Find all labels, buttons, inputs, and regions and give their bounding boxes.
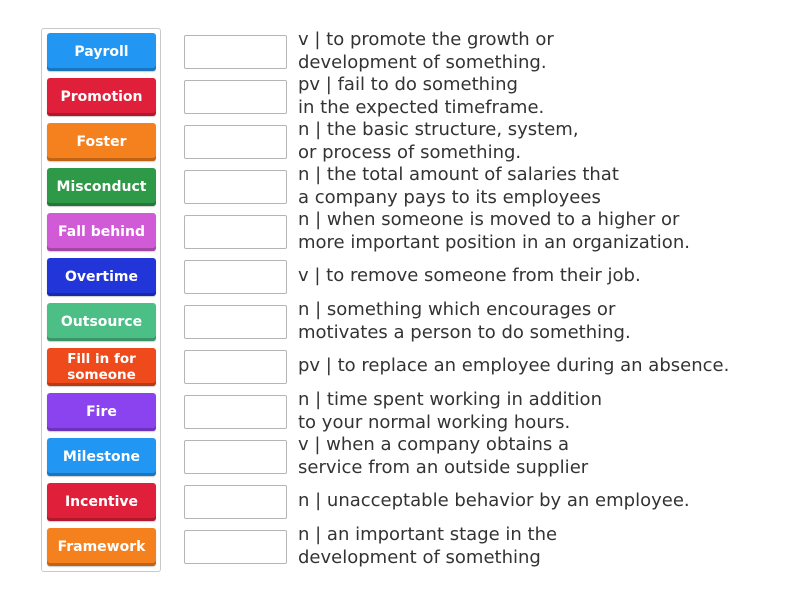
answer-tile[interactable] bbox=[47, 213, 156, 251]
definition-text bbox=[298, 74, 788, 119]
definition-text bbox=[298, 209, 788, 254]
definition-line-1: v | to remove someone from their job. bbox=[298, 265, 641, 287]
definition-line-1: n | something which encourages or bbox=[298, 299, 616, 320]
answer-tile[interactable] bbox=[47, 168, 156, 206]
definition-line-1: v | when a company obtains a bbox=[298, 434, 569, 455]
answer-tile[interactable] bbox=[47, 33, 156, 71]
drop-slot[interactable] bbox=[184, 440, 287, 474]
drop-slot[interactable] bbox=[184, 80, 287, 114]
answer-tile[interactable] bbox=[47, 258, 156, 296]
definition-line-2: in the expected timeframe. bbox=[298, 96, 545, 118]
answer-tile[interactable] bbox=[47, 393, 156, 431]
answer-tile[interactable] bbox=[47, 123, 156, 161]
answer-tile-label: Fire bbox=[86, 404, 117, 420]
definition-text bbox=[298, 119, 788, 164]
drop-slot[interactable] bbox=[184, 530, 287, 564]
definition-text bbox=[298, 344, 788, 389]
answer-tile[interactable] bbox=[47, 348, 156, 386]
drop-slot[interactable] bbox=[184, 485, 287, 519]
answer-tile-label: Incentive bbox=[64, 494, 139, 510]
definition-line-2: a company pays to its employees bbox=[298, 186, 601, 208]
answer-tile[interactable] bbox=[47, 303, 156, 341]
definition-text bbox=[298, 29, 788, 74]
definition-line-1: n | the total amount of salaries that bbox=[298, 164, 619, 185]
definition-line-1: pv | to replace an employee during an absence. bbox=[298, 355, 730, 377]
answer-tile[interactable] bbox=[47, 438, 156, 476]
definition-text bbox=[298, 524, 788, 569]
drop-slot[interactable] bbox=[184, 350, 287, 384]
answer-tile-label: Payroll bbox=[74, 44, 129, 60]
definition-line-2: development of something. bbox=[298, 51, 547, 73]
answer-tile-label: Fill in for someone bbox=[67, 351, 136, 383]
drop-slot[interactable] bbox=[184, 125, 287, 159]
definition-line-1: n | an important stage in the bbox=[298, 524, 558, 545]
definition-line-2: more important position in an organization. bbox=[298, 231, 690, 253]
definition-text bbox=[298, 389, 788, 434]
drop-slot[interactable] bbox=[184, 215, 287, 249]
drop-slot[interactable] bbox=[184, 260, 287, 294]
drop-slot[interactable] bbox=[184, 305, 287, 339]
drop-slot[interactable] bbox=[184, 170, 287, 204]
definition-line-1: n | time spent working in addition bbox=[298, 389, 602, 410]
definition-text bbox=[298, 164, 788, 209]
answer-tile-label: Misconduct bbox=[56, 179, 147, 195]
definition-text bbox=[298, 434, 788, 479]
drop-slot[interactable] bbox=[184, 35, 287, 69]
definition-text bbox=[298, 479, 788, 524]
definition-line-2: development of something bbox=[298, 546, 541, 568]
definition-line-1: v | to promote the growth or bbox=[298, 29, 554, 50]
answer-tile-label: Outsource bbox=[60, 314, 143, 330]
answer-tile-label: Framework bbox=[57, 539, 146, 555]
definition-line-2: to your normal working hours. bbox=[298, 411, 571, 433]
definition-line-2: motivates a person to do something. bbox=[298, 321, 631, 343]
definition-line-2: service from an outside supplier bbox=[298, 456, 589, 478]
answer-tile-label: Overtime bbox=[64, 269, 138, 285]
definition-line-1: n | unacceptable behavior by an employee. bbox=[298, 490, 690, 512]
answer-tile-label: Promotion bbox=[60, 89, 143, 105]
answer-tile-label: Fall behind bbox=[58, 224, 145, 240]
definition-line-1: n | the basic structure, system, bbox=[298, 119, 579, 140]
definition-line-2: or process of something. bbox=[298, 141, 522, 163]
answer-tile-label: Foster bbox=[76, 134, 127, 150]
definition-line-1: n | when someone is moved to a higher or bbox=[298, 209, 680, 230]
answer-tile-label: Milestone bbox=[62, 449, 141, 465]
answer-tile[interactable] bbox=[47, 528, 156, 566]
definition-text bbox=[298, 299, 788, 344]
answer-tile[interactable] bbox=[47, 483, 156, 521]
answer-tile[interactable] bbox=[47, 78, 156, 116]
definition-text bbox=[298, 254, 788, 299]
definition-line-1: pv | fail to do something bbox=[298, 74, 518, 95]
drop-slot[interactable] bbox=[184, 395, 287, 429]
